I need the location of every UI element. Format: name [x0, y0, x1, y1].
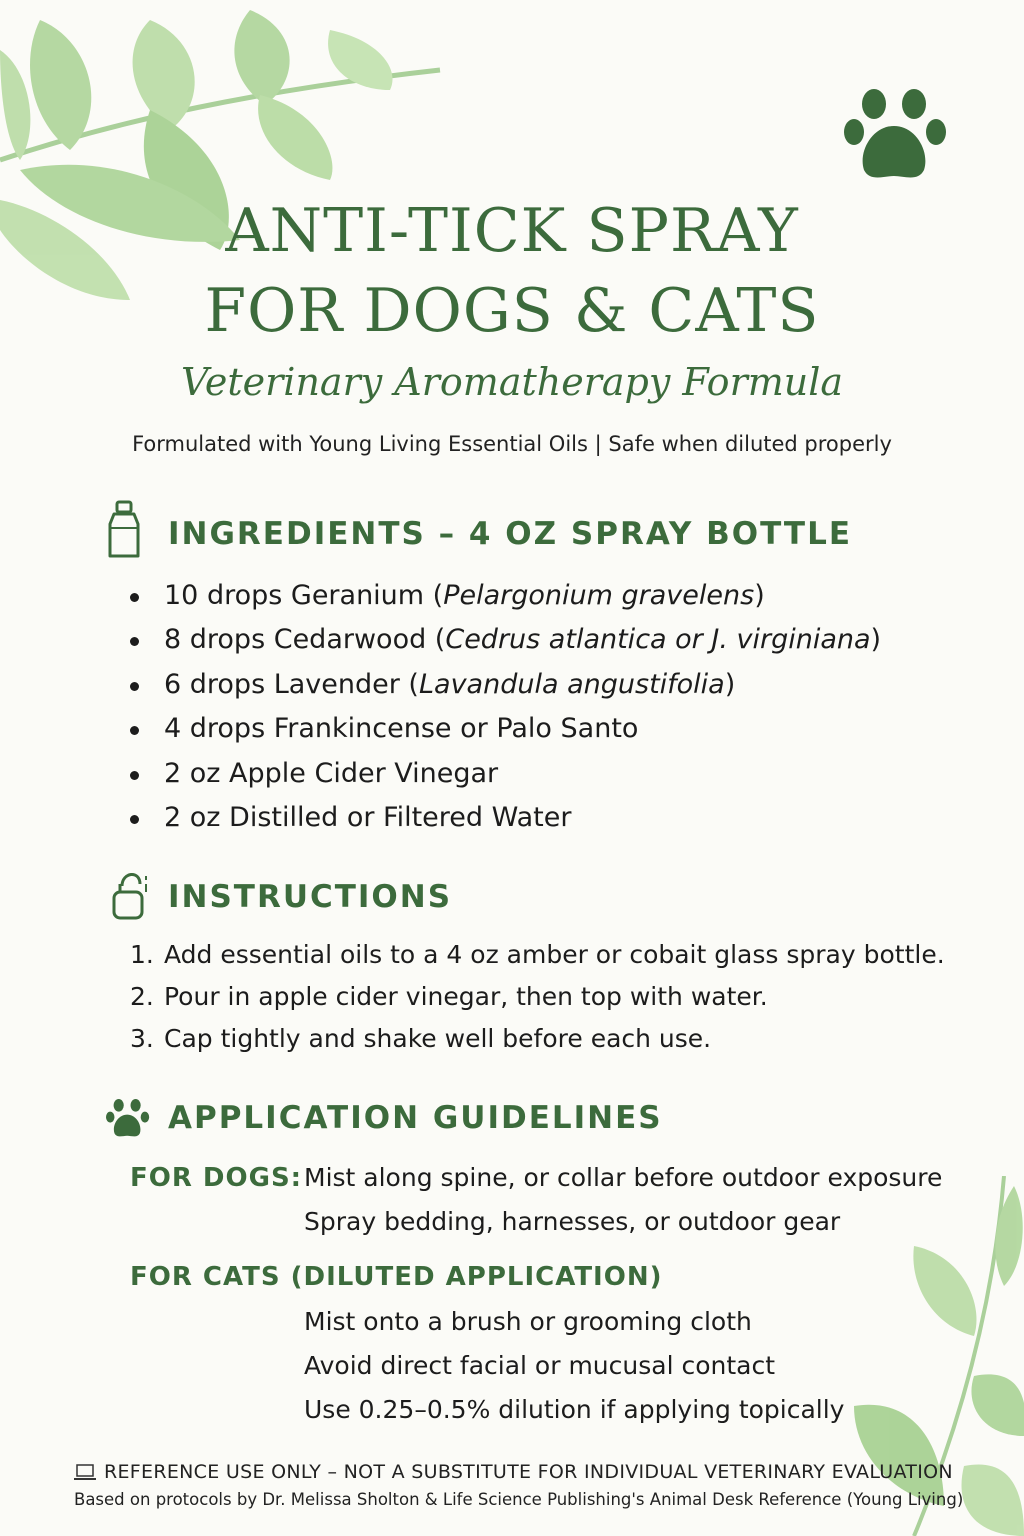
- dogs-line-1: Mist along spine, or collar before outdoor exposure: [304, 1163, 943, 1192]
- bottle-icon: [104, 500, 144, 560]
- cats-line-2: Avoid direct facial or mucusal contact: [304, 1351, 776, 1380]
- ingredients-list: [130, 574, 881, 840]
- title-line-2: FOR DOGS & CATS: [204, 276, 820, 346]
- list-item: 2. Pour in apple cider vinegar, then top with water.: [130, 982, 768, 1011]
- disclaimer: [74, 1460, 953, 1484]
- instructions-list: [130, 934, 945, 1060]
- application-heading: APPLICATION GUIDELINES: [168, 1100, 663, 1136]
- list-item: 3. Cap tightly and shake well before each use.: [130, 1024, 712, 1053]
- spray-bottle-icon: [106, 866, 156, 922]
- list-item: 4 drops Frankincense or Palo Santo: [130, 707, 881, 751]
- ingredients-heading: INGREDIENTS – 4 OZ SPRAY BOTTLE: [168, 516, 852, 552]
- cats-label: FOR CATS (DILUTED APPLICATION): [130, 1262, 663, 1292]
- list-item: 8 drops Cedarwood (Cedrus atlantica or J. virginiana): [130, 618, 881, 662]
- dogs-line-2: Spray bedding, harnesses, or outdoor gear: [304, 1207, 841, 1236]
- list-item: 2 oz Apple Cider Vinegar: [130, 752, 881, 796]
- laptop-icon: [74, 1463, 96, 1481]
- credit-line: Based on protocols by Dr. Melissa Sholton & Life Science Publishing's Animal Desk Reference (Young Living): [74, 1490, 964, 1509]
- disclaimer-text: REFERENCE USE ONLY – NOT A SUBSTITUTE FOR INDIVIDUAL VETERINARY EVALUATION: [104, 1461, 953, 1483]
- list-item: 10 drops Geranium (Pelargonium gravelens): [130, 574, 881, 618]
- paw-icon: [106, 1096, 150, 1140]
- list-item: 2 oz Distilled or Filtered Water: [130, 796, 881, 840]
- cats-line-1: Mist onto a brush or grooming cloth: [304, 1307, 752, 1336]
- dogs-label: FOR DOGS:: [130, 1163, 303, 1193]
- tagline: Formulated with Young Living Essential Oils | Safe when diluted properly: [132, 432, 892, 456]
- paw-print-icon: [844, 82, 948, 186]
- list-item: 6 drops Lavender (Lavandula angustifolia): [130, 663, 881, 707]
- title-line-1: ANTI-TICK SPRAY: [225, 196, 799, 266]
- instructions-heading: INSTRUCTIONS: [168, 879, 453, 915]
- cats-line-3: Use 0.25–0.5% dilution if applying topically: [304, 1395, 845, 1424]
- subtitle: Veterinary Aromatherapy Formula: [180, 360, 844, 404]
- list-item: 1. Add essential oils to a 4 oz amber or cobait glass spray bottle.: [130, 940, 945, 969]
